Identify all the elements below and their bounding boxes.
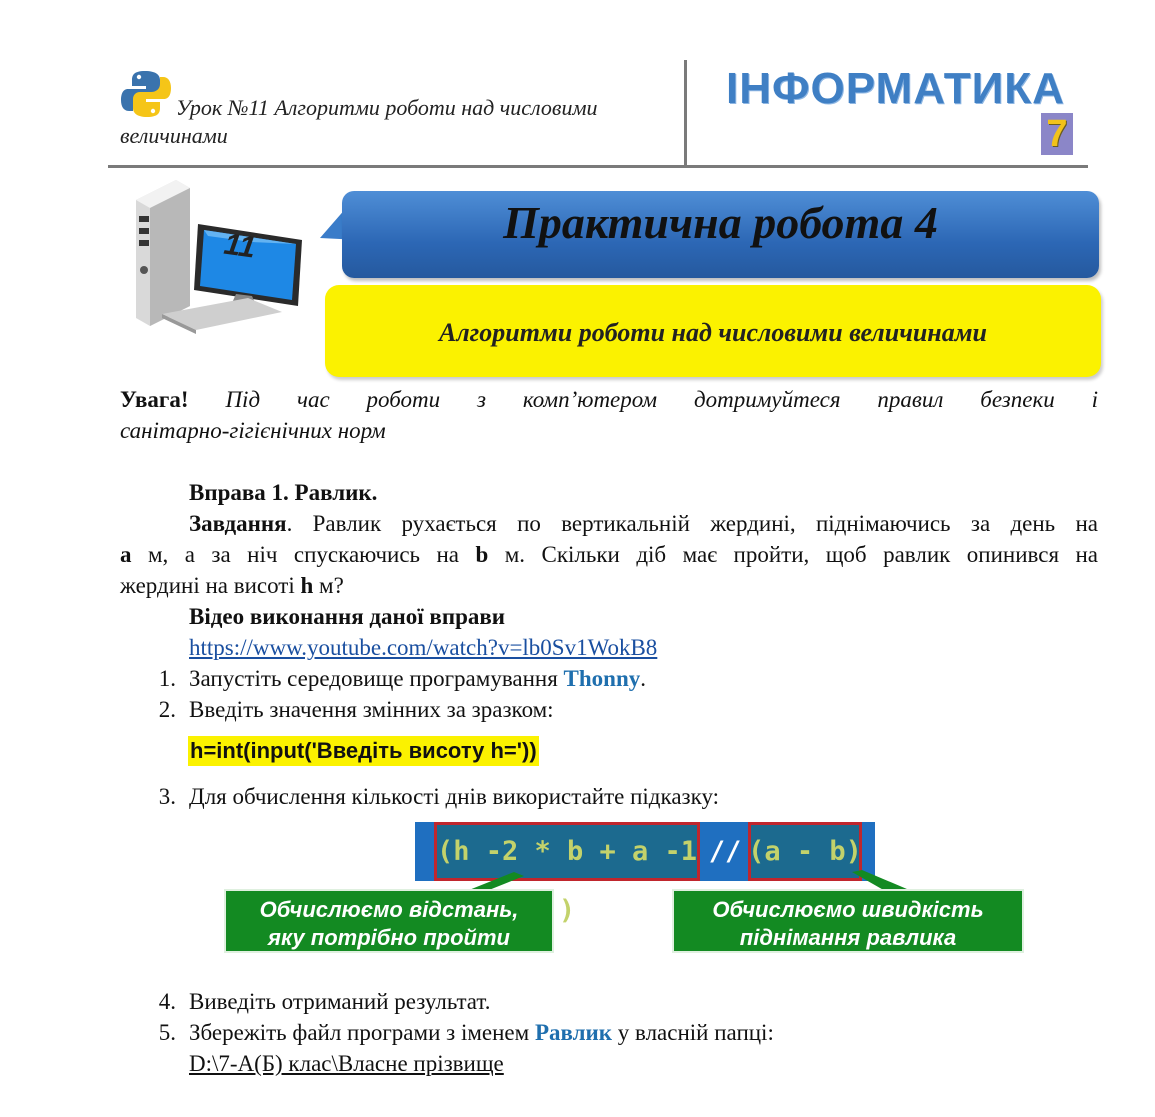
task-text-1: . Равлик рухається по вертикальній жердині, піднімаючись за день на bbox=[286, 511, 1098, 536]
note-distance-line1: Обчислюємо відстань, bbox=[259, 897, 519, 922]
file-name: Равлик bbox=[534, 1020, 613, 1045]
save-path: D:\7-А(Б) клас\Власне прізвище bbox=[189, 1051, 504, 1076]
task-text-2b: м. Скільки діб має пройти, щоб равлик опинився на bbox=[488, 542, 1099, 567]
task-label: Завдання bbox=[189, 511, 287, 536]
warning-text: Під час роботи з комп’ютером дотримуйтеся правил безпеки і bbox=[225, 387, 1099, 412]
step-3-text: Для обчислення кількості днів використайте підказку: bbox=[189, 784, 720, 809]
header-divider-horizontal bbox=[108, 165, 1088, 168]
code-sample: h=int(input('Введіть висоту h=')) bbox=[188, 736, 539, 766]
step-4-number: 4. bbox=[158, 989, 176, 1014]
step-1-number: 1. bbox=[158, 666, 176, 691]
step-1-text: Запустіть середовище програмування bbox=[189, 666, 564, 691]
task-line-1 bbox=[189, 508, 1098, 539]
task-line-2 bbox=[120, 539, 1098, 570]
exercise-title: Вправа 1. Равлик. bbox=[189, 480, 378, 505]
warning-line1 bbox=[120, 384, 1098, 415]
note-speed-line2: піднімання равлика bbox=[739, 925, 957, 950]
note-distance-line2: яку потрібно пройти bbox=[268, 925, 510, 950]
step-5-number: 5. bbox=[158, 1020, 176, 1045]
lesson-title: Урок №11 Алгоритми роботи над числовими величинами bbox=[120, 95, 598, 148]
formula-operator: // bbox=[708, 836, 742, 867]
warning-label: Увага! bbox=[120, 387, 189, 412]
formula-distance: (h -2 * b + a -1 ) bbox=[434, 822, 700, 881]
step-1-tail: . bbox=[640, 666, 647, 691]
task-text-3b: м? bbox=[313, 573, 344, 598]
step-3-number: 3. bbox=[158, 784, 176, 809]
computer-icon bbox=[132, 178, 312, 338]
step-5-tail: у власній папці: bbox=[612, 1020, 774, 1045]
header-divider-vertical bbox=[684, 60, 687, 168]
grade-badge: 7 bbox=[1041, 113, 1073, 155]
step-2-text: Введіть значення змінних за зразком: bbox=[189, 697, 554, 722]
step-2-number: 2. bbox=[158, 697, 176, 722]
var-a: a bbox=[120, 542, 132, 567]
video-link[interactable]: https://www.youtube.com/watch?v=lb0Sv1WokB8 bbox=[189, 635, 658, 660]
step-4-text: Виведіть отриманий результат. bbox=[189, 989, 491, 1014]
task-text-2a: м, а за ніч спускаючись на bbox=[131, 542, 476, 567]
practical-work-title: Практична робота 4 bbox=[503, 197, 938, 248]
formula-speed: (a - b) bbox=[748, 822, 862, 881]
task-line-3 bbox=[120, 570, 1098, 601]
thonny-name: Thonny bbox=[563, 666, 641, 691]
note-distance bbox=[224, 889, 554, 953]
warning-line2: санітарно-гігієнічних норм bbox=[120, 418, 386, 443]
brand-title: ІНФОРМАТИКА bbox=[726, 64, 1065, 113]
lesson-number: 11 bbox=[222, 227, 258, 265]
step-5-text: Збережіть файл програми з іменем bbox=[189, 1020, 535, 1045]
var-h: h bbox=[300, 573, 314, 598]
note-speed-line1: Обчислюємо швидкість bbox=[712, 897, 984, 922]
practical-work-subtitle: Алгоритми роботи над числовими величинами bbox=[438, 318, 988, 347]
task-text-3a: жердині на висоті bbox=[120, 573, 301, 598]
note-speed bbox=[672, 889, 1024, 953]
var-b: b bbox=[475, 542, 489, 567]
video-label: Відео виконання даної вправи bbox=[189, 604, 506, 629]
